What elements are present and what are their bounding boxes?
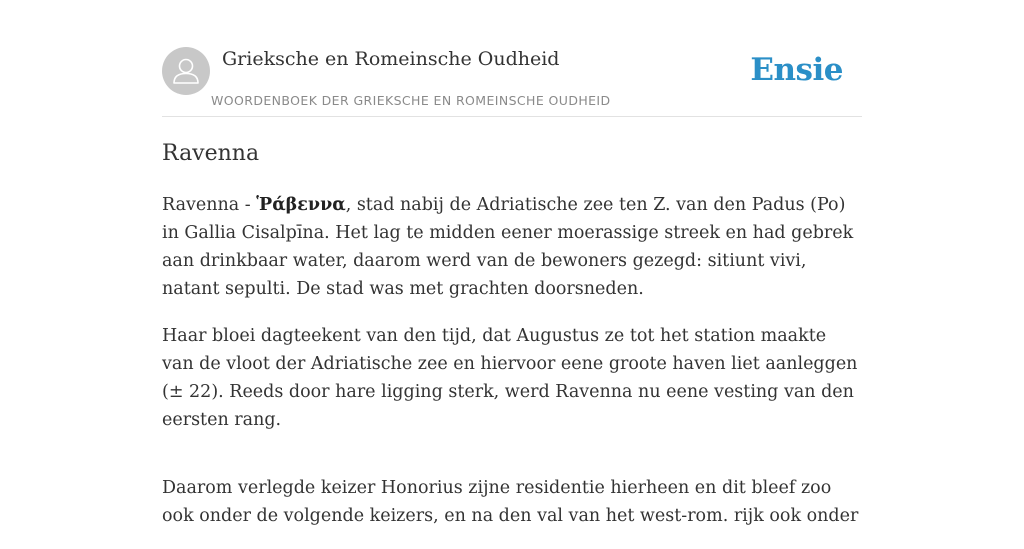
entry-paragraph-3: Daarom verlegde keizer Honorius zijne residentie hierheen en dit bleef zoo ook onder de volgende keizers, en na den val van het west-rom. rijk ook onder bbox=[162, 478, 859, 526]
entry-paragraph-2: Haar bloei dagteekent van den tijd, dat Augustus ze tot het station maakte van de vloot der Adriatische zee en hiervoor eene groote haven liet aanleggen (± 22). Reeds door hare ligging sterk, werd Ravenna nu eene vesting van den eersten rang. bbox=[162, 326, 858, 430]
entry-paragraph-1-text: , stad nabij de Adriatische zee ten Z. van den Padus (Po) in Gallia Cisalpīna. Het lag te midden eener moerassige streek en had gebrek aan drinkbaar water, daarom werd van de bewoners gezegd: sitiunt vivi, natant sepulti. De stad was met grachten doorsneden. bbox=[162, 195, 854, 299]
source-avatar[interactable] bbox=[162, 47, 210, 95]
greek-name: Ῥάβεννα bbox=[256, 195, 346, 215]
entry-title: Ravenna bbox=[162, 141, 260, 166]
source-header bbox=[162, 47, 862, 117]
entry-content bbox=[162, 139, 862, 549]
ensie-logo[interactable]: Ensie bbox=[750, 52, 843, 88]
user-silhouette-icon bbox=[162, 47, 210, 95]
entry-paragraph-1 bbox=[162, 191, 862, 303]
entry-lead: Ravenna - bbox=[162, 195, 257, 215]
source-title-link[interactable]: Grieksche en Romeinsche Oudheid bbox=[222, 48, 560, 70]
source-subtitle: WOORDENBOEK DER GRIEKSCHE EN ROMEINSCHE OUDHEID bbox=[211, 93, 611, 108]
